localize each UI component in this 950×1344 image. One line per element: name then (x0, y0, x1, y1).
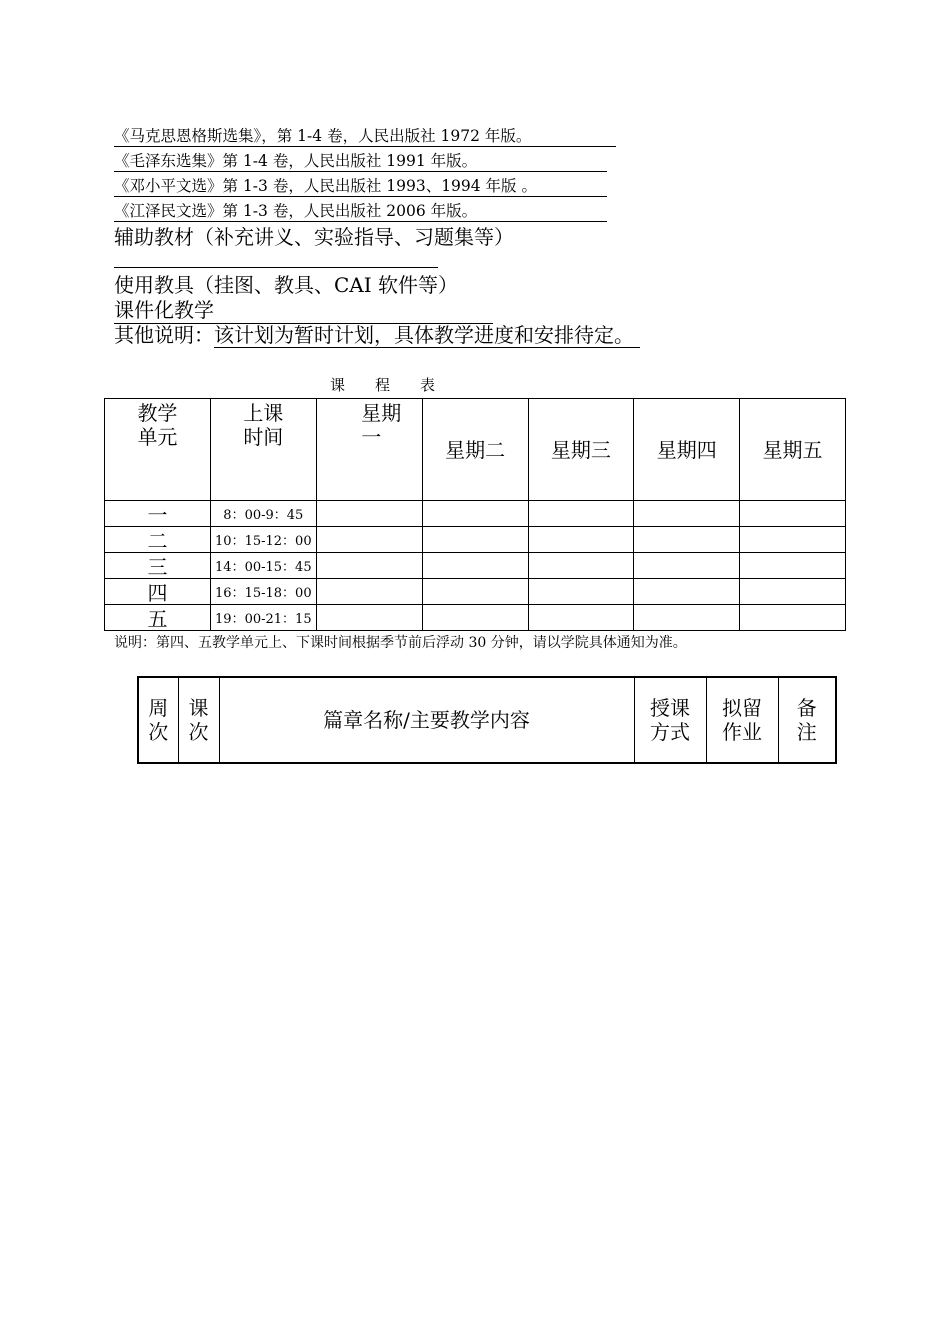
caption-char: 表 (420, 376, 436, 394)
unit-cell: 一 (105, 501, 211, 527)
table-row (105, 553, 846, 579)
empty-cell (528, 527, 634, 553)
time-cell: 10：15-12：00 (210, 527, 316, 553)
reference-line: 《江泽民文选》第 1-3 卷，人民出版社 2006 年版。 (114, 201, 607, 222)
empty-cell (740, 579, 846, 605)
table-row (105, 579, 846, 605)
teaching-plan-table (137, 676, 837, 764)
header-monday: 星期一 (316, 399, 422, 501)
empty-cell (740, 527, 846, 553)
aux-materials-blank (114, 267, 438, 268)
header-remarks: 备注 (778, 677, 836, 763)
empty-cell (634, 605, 740, 631)
empty-cell (316, 527, 422, 553)
header-class-time: 上课时间 (210, 399, 316, 501)
header-lesson: 课次 (178, 677, 219, 763)
empty-cell (422, 579, 528, 605)
empty-cell (316, 605, 422, 631)
table-row (105, 527, 846, 553)
schedule-header-row (105, 399, 846, 501)
unit-cell: 五 (105, 605, 211, 631)
empty-cell (634, 501, 740, 527)
reference-line: 《邓小平文选》第 1-3 卷，人民出版社 1993、1994 年版 。 (114, 176, 607, 197)
other-notes (114, 322, 640, 348)
schedule-table (104, 398, 846, 631)
tools-label: 使用教具（挂图、教具、CAI 软件等） (114, 273, 459, 297)
reference-line: 《马克思恩格斯选集》，第 1-4 卷，人民出版社 1972 年版。 (114, 126, 616, 147)
other-value: 该计划为暂时计划，具体教学进度和安排待定。 (214, 323, 634, 347)
empty-cell (528, 605, 634, 631)
time-cell: 19：00-21：15 (210, 605, 316, 631)
unit-cell: 二 (105, 527, 211, 553)
empty-cell (528, 579, 634, 605)
reference-line: 《毛泽东选集》第 1-4 卷，人民出版社 1991 年版。 (114, 151, 607, 172)
empty-cell (422, 527, 528, 553)
time-cell: 8：00-9：45 (210, 501, 316, 527)
caption-char: 程 (375, 376, 391, 394)
table-row (105, 501, 846, 527)
header-tuesday: 星期二 (422, 399, 528, 501)
header-thursday: 星期四 (634, 399, 740, 501)
empty-cell (740, 553, 846, 579)
table-row (105, 605, 846, 631)
header-wednesday: 星期三 (528, 399, 634, 501)
aux-materials-label: 辅助教材（补充讲义、实验指导、习题集等） (114, 225, 514, 249)
time-cell: 16：15-18：00 (210, 579, 316, 605)
empty-cell (422, 605, 528, 631)
empty-cell (422, 553, 528, 579)
empty-cell (528, 501, 634, 527)
header-friday: 星期五 (740, 399, 846, 501)
empty-cell (316, 501, 422, 527)
empty-cell (422, 501, 528, 527)
tools-value: 课件化教学 (114, 297, 493, 324)
schedule-note: 说明：第四、五教学单元上、下课时间根据季节前后浮动 30 分钟，请以学院具体通知为准。 (114, 635, 687, 651)
empty-cell (528, 553, 634, 579)
other-label: 其他说明： (114, 323, 214, 347)
header-homework: 拟留作业 (706, 677, 778, 763)
time-cell: 14：00-15：45 (210, 553, 316, 579)
schedule-caption (330, 374, 465, 395)
header-content: 篇章名称/主要教学内容 (219, 677, 634, 763)
empty-cell (316, 579, 422, 605)
caption-char: 课 (330, 376, 346, 394)
empty-cell (634, 553, 740, 579)
plan-header-row (138, 677, 836, 763)
empty-cell (634, 527, 740, 553)
empty-cell (316, 553, 422, 579)
empty-cell (634, 579, 740, 605)
header-week: 周次 (138, 677, 178, 763)
header-teaching-unit: 教学单元 (105, 399, 211, 501)
header-teaching-method: 授课方式 (634, 677, 706, 763)
empty-cell (740, 605, 846, 631)
empty-cell (740, 501, 846, 527)
unit-cell: 四 (105, 579, 211, 605)
unit-cell: 三 (105, 553, 211, 579)
